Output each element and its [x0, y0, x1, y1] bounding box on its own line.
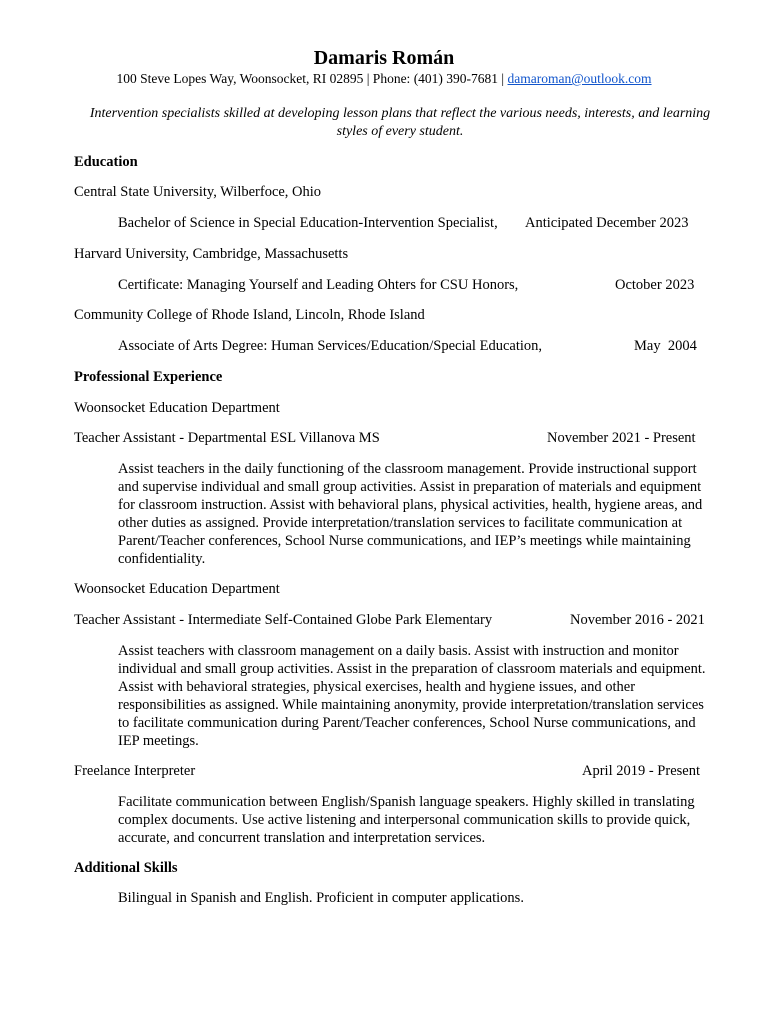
experience-heading: Professional Experience	[74, 369, 223, 385]
email-link[interactable]: damaroman@outlook.com	[507, 71, 652, 86]
job-employer: Woonsocket Education Department	[74, 400, 280, 416]
job-title: Teacher Assistant - Intermediate Self-Contained Globe Park Elementary	[74, 612, 493, 628]
resume-name: Damaris Román	[313, 47, 455, 69]
job-title: Freelance Interpreter	[74, 763, 196, 779]
education-detail: Certificate: Managing Yourself and Leading Ohters for CSU Honors,	[118, 277, 519, 293]
skills-heading: Additional Skills	[74, 860, 178, 876]
job-description: Facilitate communication between English/Spanish language speakers. Highly skilled in translating complex documents. Use active listening and interpersonal communication skills to provide quick, accurate, and concurrent translation and interpretation services.	[118, 794, 695, 846]
education-school: Community College of Rhode Island, Lincoln, Rhode Island	[74, 307, 425, 323]
job-description: Assist teachers with classroom management on a daily basis. Assist with instruction and monitor individual and small group activities. Assist in the preparation of classroom materials and equipment. Assist with behavioral strategies, physical exercises, health and hygiene issues, and other responsibilities as assigned. While maintaining anonymity, provide interpretation/translation services to facilitate communication during Parent/Teacher conferences, School Nurse communications, and IEP meetings.	[118, 643, 706, 749]
education-school: Harvard University, Cambridge, Massachusetts	[74, 246, 349, 262]
education-date: Anticipated December 2023	[525, 215, 689, 231]
job-title: Teacher Assistant - Departmental ESL Villanova MS	[74, 430, 380, 446]
job-date: November 2021 - Present	[547, 430, 696, 446]
job-date: April 2019 - Present	[582, 763, 700, 779]
contact-line	[0, 71, 768, 87]
job-employer: Woonsocket Education Department	[74, 581, 280, 597]
education-date: May 2004	[634, 338, 697, 354]
skills-text: Bilingual in Spanish and English. Proficient in computer applications.	[118, 890, 524, 906]
education-detail: Associate of Arts Degree: Human Services/Education/Special Education,	[118, 338, 542, 354]
job-description: Assist teachers in the daily functioning of the classroom management. Provide instructional support and supervise individual and small group activities. Assist in preparation of materials and equipment for classroom instruction. Assist with behavioral plans, physical activities, health, hygiene areas, and other duties as assigned. Provide interpretation/translation services to facilitate communication at Parent/Teacher conferences, School Nurse communications, and IEP’s meetings while maintaining confidentiality.	[118, 461, 703, 567]
education-school: Central State University, Wilberfoce, Ohio	[74, 184, 322, 200]
education-date: October 2023	[615, 277, 695, 293]
education-detail: Bachelor of Science in Special Education-Intervention Specialist,	[118, 215, 498, 231]
education-heading: Education	[74, 154, 138, 170]
summary-statement: Intervention specialists skilled at developing lesson plans that reflect the various needs, interests, and learning styles of every student.	[89, 106, 711, 139]
contact-details: 100 Steve Lopes Way, Woonsocket, RI 02895 | Phone: (401) 390-7681 |	[116, 71, 508, 86]
job-date: November 2016 - 2021	[570, 612, 705, 628]
